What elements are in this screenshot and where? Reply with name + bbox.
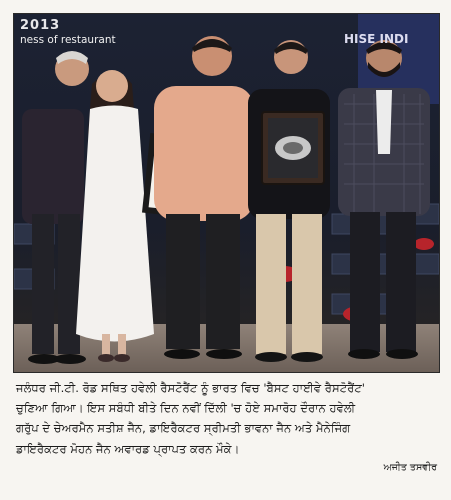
caption-line: ਜਲੰਧਰ ਜੀ.ਟੀ. ਰੋਡ ਸਥਿਤ ਹਵੇਲੀ ਰੈਸਟੋਰੈਂਟ ਨੂੰ ਭਾਰਤ ਵਿਚ 'ਬੈਸਟ ਹਾਈਵੇ ਰੈਸਟੋਰੈਂਟ'	[16, 381, 365, 395]
photo-credit: ਅਜੀਤ ਤਸਵੀਰ	[383, 462, 437, 473]
backdrop-year-text: 2013	[20, 18, 61, 33]
backdrop-tagline-text: ness of restaurant	[20, 34, 116, 46]
award-ceremony-photo	[13, 13, 440, 373]
photo-caption	[16, 378, 436, 459]
photo-illustration	[14, 14, 439, 372]
caption-line: ਗਰੁੱਪ ਦੇ ਚੇਅਰਮੈਨ ਸਤੀਸ਼ ਜੈਨ, ਡਾਇਰੈਕਟਰ ਸ੍ਰੀਮਤੀ ਭਾਵਨਾ ਜੈਨ ਅਤੇ ਮੈਨੇਜਿੰਗ	[16, 421, 351, 436]
backdrop-event-logo-text: HISE INDI	[344, 32, 409, 46]
caption-line: ਡਾਇਰੈਕਟਰ ਮੋਹਨ ਜੈਨ ਅਵਾਰਡ ਪ੍ਰਾਪਤ ਕਰਨ ਮੌਕੇ।	[16, 441, 240, 456]
award-trophy	[262, 112, 324, 184]
caption-line: ਚੁਣਿਆ ਗਿਆ। ਇਸ ਸਬੰਧੀ ਬੀਤੇ ਦਿਨ ਨਵੀਂ ਦਿੱਲੀ 'ਚ ਹੋਏ ਸਮਾਰੋਹ ਦੌਰਾਨ ਹਵੇਲੀ	[16, 401, 356, 416]
